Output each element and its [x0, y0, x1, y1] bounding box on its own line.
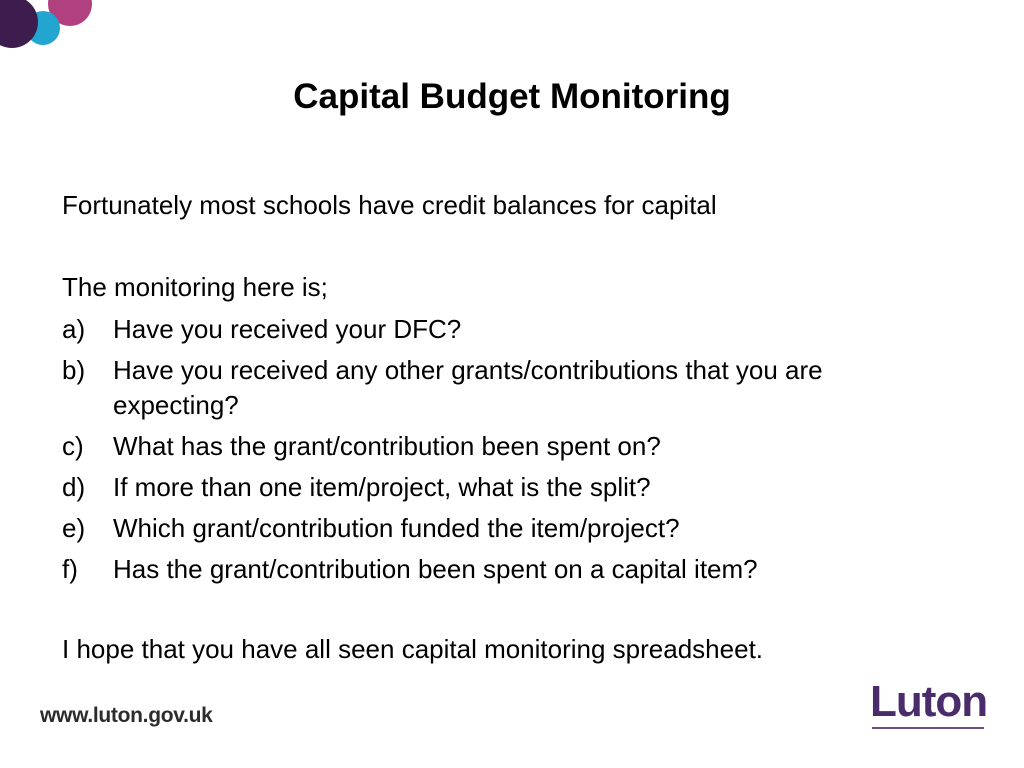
- footer-website-link[interactable]: www.luton.gov.uk: [40, 704, 213, 727]
- question-marker: b): [62, 355, 86, 385]
- question-item: [62, 312, 922, 347]
- closing-text: I hope that you have all seen capital monitoring spreadsheet.: [62, 634, 764, 664]
- luton-brand-logo: Luton: [870, 677, 988, 726]
- intro-text: Fortunately most schools have credit balances for capital: [62, 190, 717, 220]
- corner-circles-logo: [0, 0, 100, 60]
- question-item: [62, 511, 922, 546]
- slide-title: Capital Budget Monitoring: [293, 77, 731, 116]
- question-item: [62, 470, 922, 505]
- question-item: [62, 353, 922, 423]
- question-marker: f): [62, 554, 78, 584]
- question-marker: e): [62, 513, 86, 543]
- question-text: If more than one item/project, what is the split?: [113, 472, 651, 502]
- question-item: [62, 429, 922, 464]
- question-marker: c): [62, 431, 84, 461]
- question-text: Has the grant/contribution been spent on a capital item?: [113, 554, 758, 584]
- question-marker: a): [62, 314, 86, 344]
- question-list: [62, 312, 922, 593]
- question-text: Have you received any other grants/contributions that you are expecting?: [113, 355, 823, 420]
- question-text: What has the grant/contribution been spent on?: [113, 431, 661, 461]
- question-item: [62, 552, 922, 587]
- question-marker: d): [62, 472, 86, 502]
- question-text: Have you received your DFC?: [113, 314, 462, 344]
- lead-text: The monitoring here is;: [62, 272, 328, 302]
- question-text: Which grant/contribution funded the item/project?: [113, 513, 680, 543]
- brand-underline: [872, 727, 984, 729]
